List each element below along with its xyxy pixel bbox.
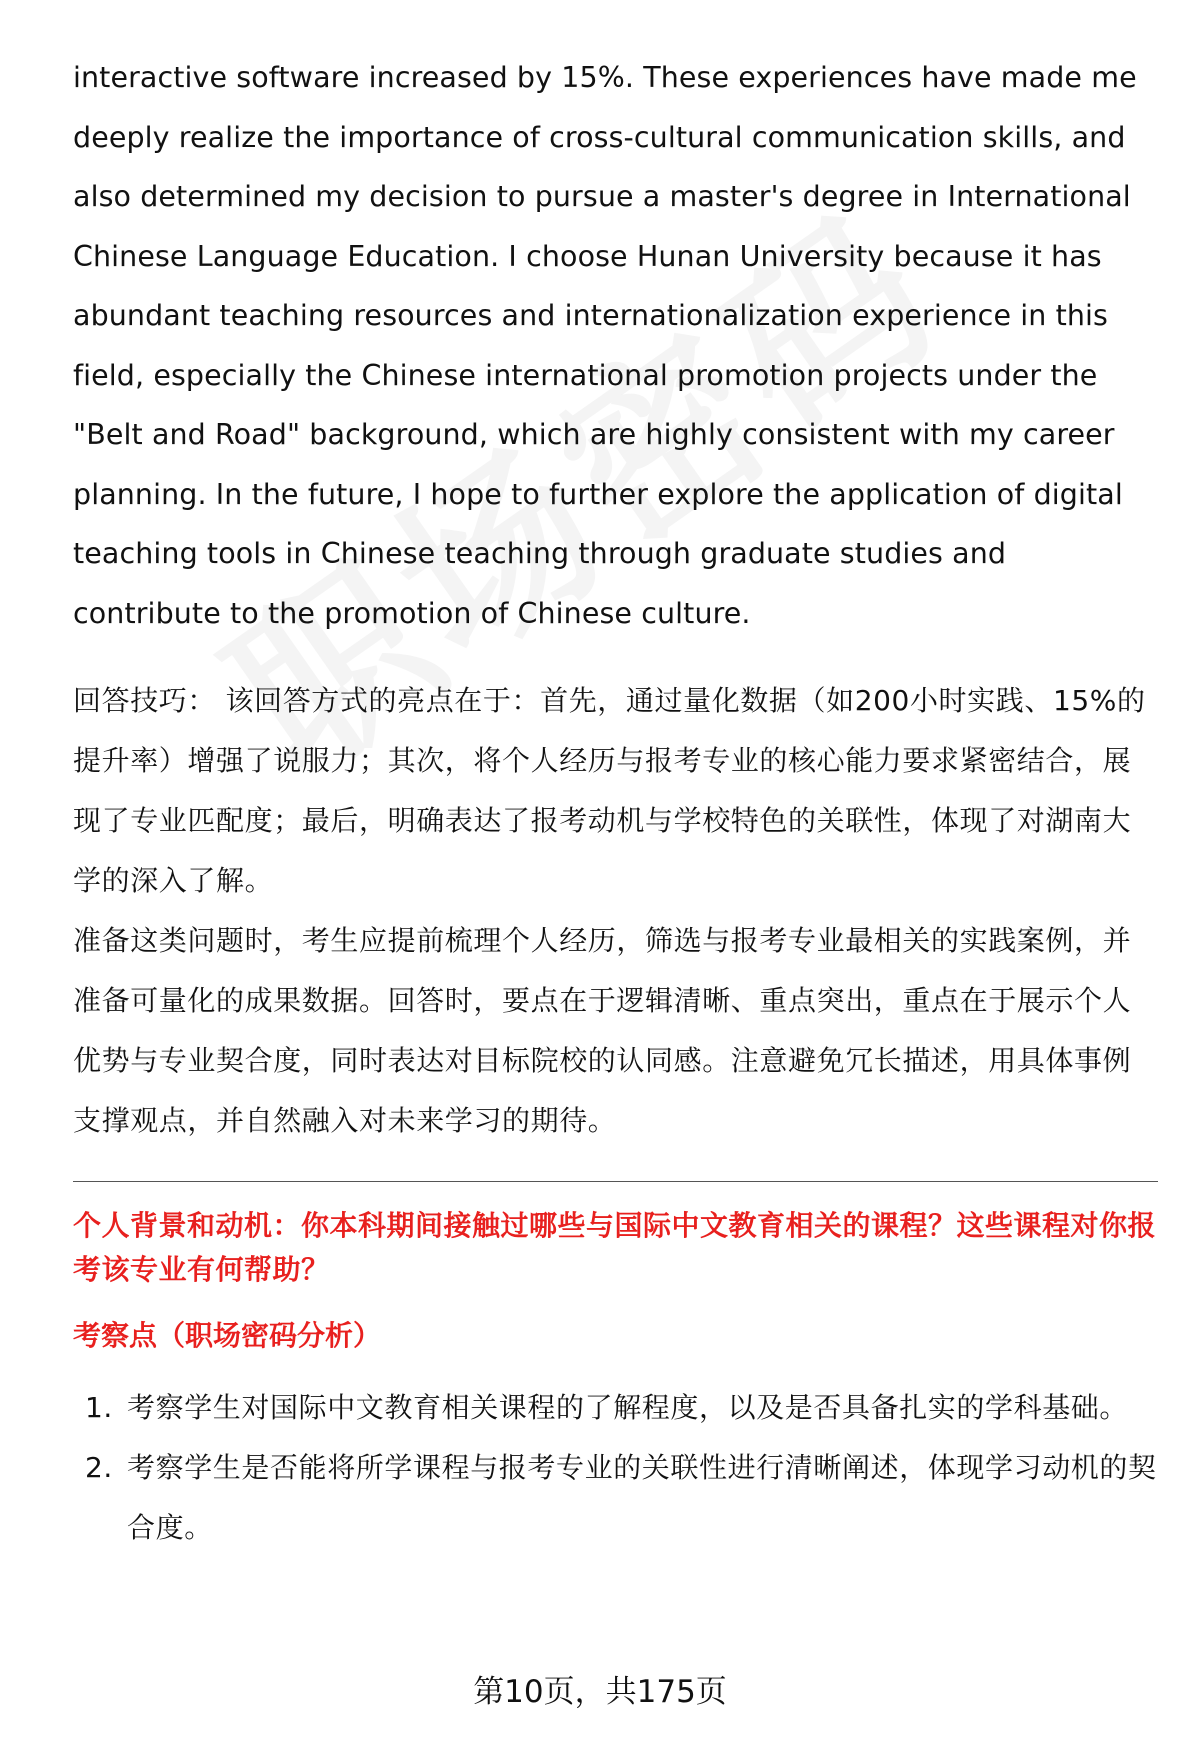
- list-item: [73, 1378, 1158, 1438]
- question-heading: 个人背景和动机：你本科期间接触过哪些与国际中文教育相关的课程？这些课程对你报考该专业有何帮助？: [73, 1209, 1157, 1286]
- list-item-text: 考察学生对国际中文教育相关课程的了解程度，以及是否具备扎实的学科基础。: [127, 1391, 1129, 1424]
- assessment-points-title: 考察点（职场密码分析）: [73, 1319, 382, 1352]
- answer-tips-paragraph: 回答技巧： 该回答方式的亮点在于：首先，通过量化数据（如200小时实践、15%的提升率）增强了说服力；其次，将个人经历与报考专业的核心能力要求紧密结合，展现了专业匹配度；最后，明确表达了报考动机与学校特色的关联性，体现了对湖南大学的深入了解。: [73, 684, 1146, 897]
- preparation-advice-paragraph: 准备这类问题时，考生应提前梳理个人经历，筛选与报考专业最相关的实践案例，并准备可量化的成果数据。回答时，要点在于逻辑清晰、重点突出，重点在于展示个人优势与专业契合度，同时表达对目标院校的认同感。注意避免冗长描述，用具体事例支撑观点，并自然融入对未来学习的期待。: [73, 924, 1132, 1137]
- list-item-number: 1.: [85, 1391, 113, 1424]
- assessment-points-list: [73, 1378, 1158, 1558]
- list-item: [73, 1438, 1158, 1558]
- list-item-text: 考察学生是否能将所学课程与报考专业的关联性进行清晰阐述，体现学习动机的契合度。: [127, 1451, 1157, 1544]
- content-area: [73, 48, 1158, 1558]
- list-item-number: 2.: [85, 1451, 113, 1484]
- english-answer-paragraph: interactive software increased by 15%. These experiences have made me deeply realize the importance of cross-cultural communication skills, and also determined my decision to pursue a master's degree in International Chinese Language Education. I choose Hunan University because it has abundant teaching resources and internationalization experience in this field, especially the Chinese international promotion projects under the "Belt and Road" background, which are highly consistent with my career planning. In the future, I hope to further explore the application of digital teaching tools in Chinese teaching through graduate studies and contribute to the promotion of Chinese culture.: [73, 61, 1137, 630]
- section-divider: [73, 1181, 1158, 1182]
- page-number-footer: 第10页，共175页: [473, 1674, 727, 1710]
